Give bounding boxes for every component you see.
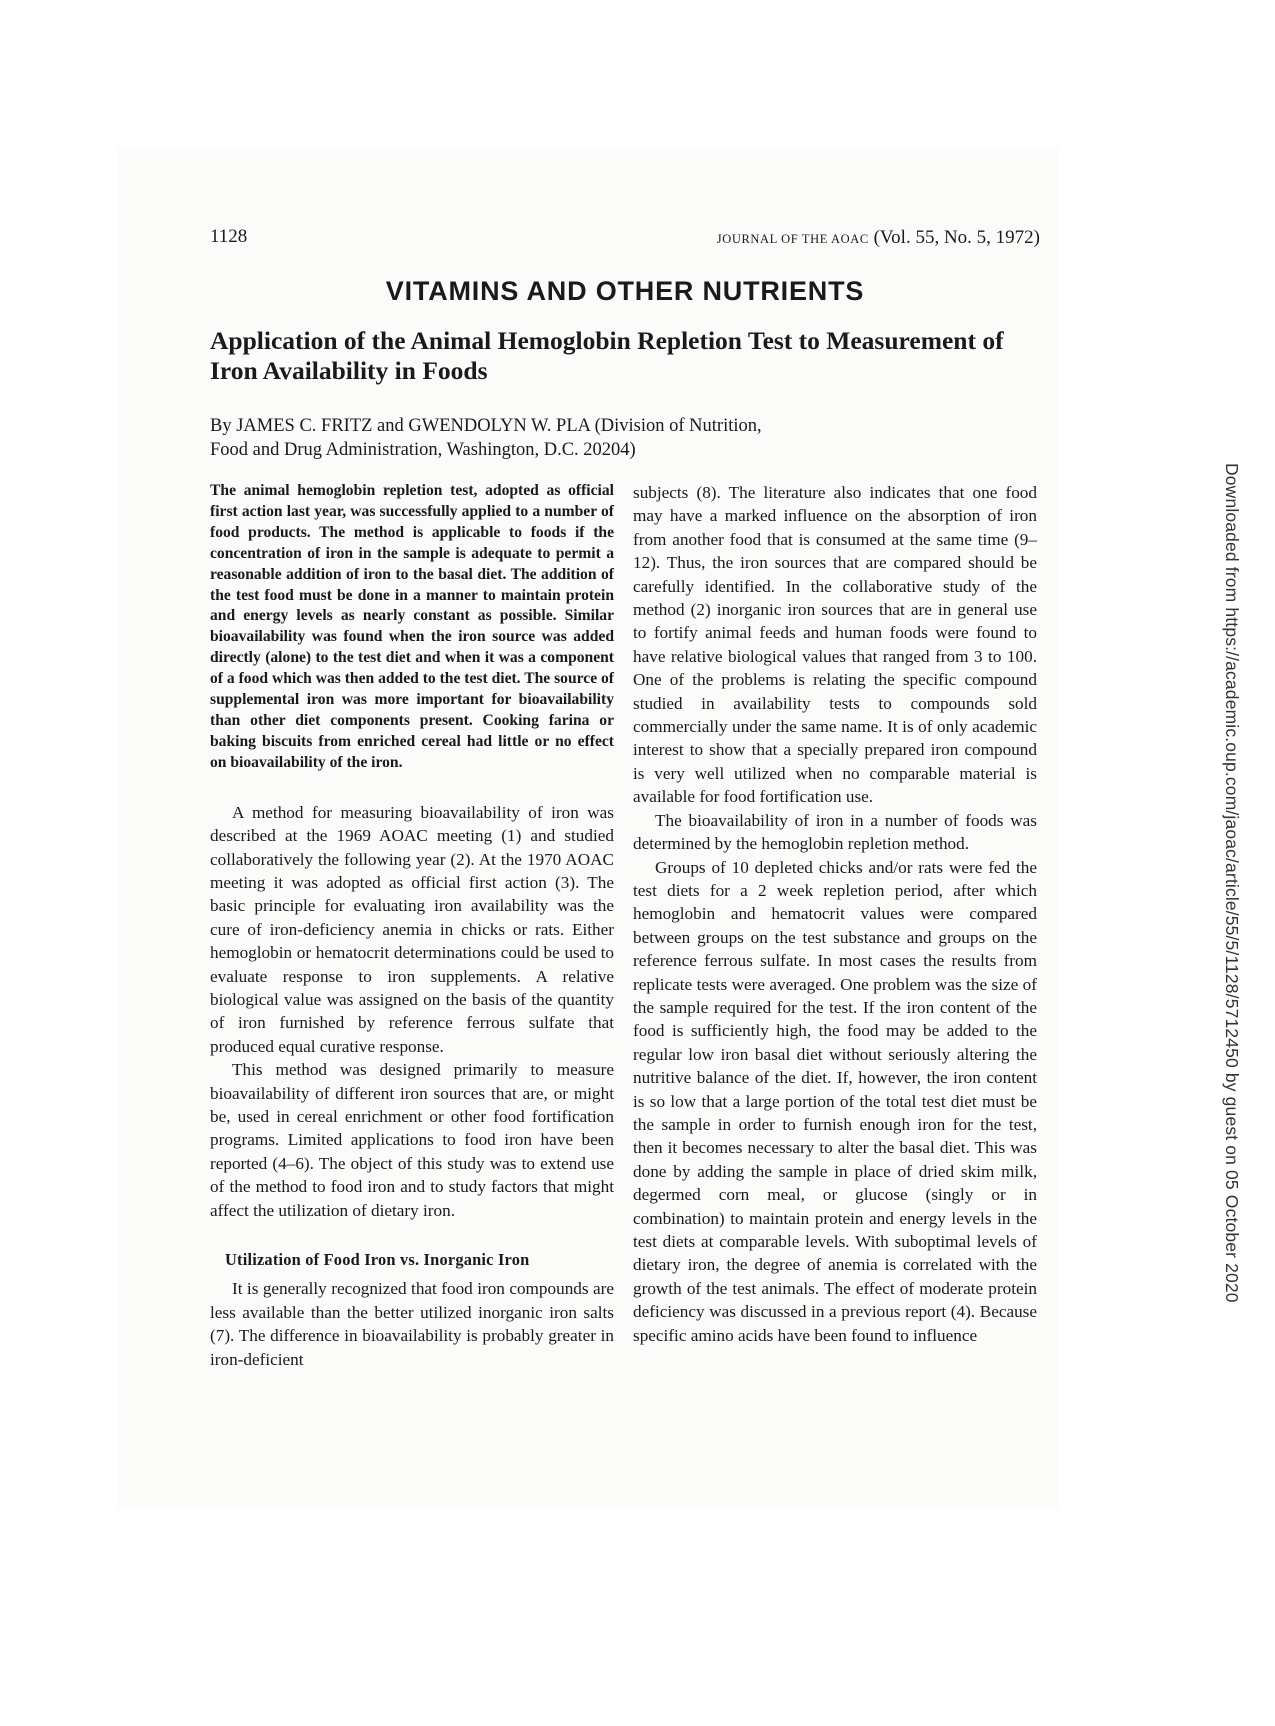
download-watermark: Downloaded from https://academic.oup.com/jaoac/article/55/5/1128/5712450 by guest on 05 October 2020: [1222, 463, 1242, 1303]
article-title: Application of the Animal Hemoglobin Repletion Test to Measurement of Iron Availability in Foods: [210, 326, 1004, 385]
byline-affiliation: Food and Drug Administration, Washington, D.C. 20204): [210, 440, 636, 460]
right-paragraph-3: Groups of 10 depleted chicks and/or rats were fed the test diets for a 2 week repletion period, after which hemoglobin and hematocrit values were compared between groups on the test substance and groups on the reference ferrous sulfate. In most cases the results from replicate tests were averaged. One problem was the size of the sample required for the test. If the iron content of the food is sufficiently high, the food may be added to the regular low iron basal diet without seriously altering the nutritive balance of the diet. If, however, the iron content is so low that a large portion of the total test diet must be the sample in order to furnish enough iron for the test, then it becomes necessary to alter the basal diet. This was done by adding the sample in place of dried skim milk, degermed corn meal, or glucose (singly or in combination) to maintain protein and energy levels in the test diets at comparable levels. With suboptimal levels of dietary iron, the degree of anemia is correlated with the growth of the test animals. The effect of moderate protein deficiency was discussed in a previous report (4). Because specific amino acids have been found to influence: [633, 857, 1037, 1345]
volume-info: (Vol. 55, No. 5, 1972): [873, 227, 1040, 248]
left-paragraph-3: It is generally recognized that food iron compounds are less available than the better utilized inorganic iron salts (7). The difference in bioavailability is probably greater in iron-deficient: [210, 1279, 614, 1369]
running-head: [717, 227, 1040, 249]
left-column: [210, 481, 614, 1371]
subsection-heading: Utilization of Food Iron vs. Inorganic Iron: [225, 1250, 530, 1269]
left-paragraph-2: This method was designed primarily to measure bioavailability of different iron sources that are, or might be, used in cereal enrichment or other food fortification programs. Limited applications to food iron have been reported (4–6). The object of this study was to extend use of the method to food iron and to study factors that might affect the utilization of dietary iron.: [210, 1060, 614, 1220]
section-heading: VITAMINS AND OTHER NUTRIENTS: [385, 276, 865, 306]
page-number: 1128: [210, 226, 248, 247]
right-paragraph-2: The bioavailability of iron in a number of foods was determined by the hemoglobin repletion method.: [633, 810, 1037, 854]
right-column: [633, 481, 1037, 1347]
right-paragraph-1: subjects (8). The literature also indicates that one food may have a marked influence on the absorption of iron from another food that is consumed at the same time (9–12). Thus, the iron sources that are compared should be carefully identified. In the collaborative study of the method (2) inorganic iron sources that are in general use to fortify animal feeds and human foods were found to have relative biological values that ranged from 3 to 100. One of the problems is relating the specific compound studied in availability tests to compounds sold commercially under the same name. It is of only academic interest to show that a specially prepared iron compound is very well utilized when no comparable material is available for food fortification use.: [633, 483, 1037, 807]
abstract: The animal hemoglobin repletion test, adopted as official first action last year, was successfully applied to a number of food products. The method is applicable to foods if the concentration of iron in the sample is adequate to permit a reasonable addition of iron to the basal diet. The addition of the test food must be done in a manner to maintain protein and energy levels as nearly constant as possible. Similar bioavailability was found when the iron source was added directly (alone) to the test diet and when it was a component of a food which was then added to the test diet. The source of supplemental iron was more important for bioavailability than other diet components present. Cooking farina or baking biscuits from enriched cereal had little or no effect on bioavailability of the iron.: [210, 482, 614, 771]
byline-authors: By JAMES C. FRITZ and GWENDOLYN W. PLA (Division of Nutrition,: [210, 416, 762, 436]
left-paragraph-1: A method for measuring bioavailability of iron was described at the 1969 AOAC meeting (1) and studied collaboratively the following year (2). At the 1970 AOAC meeting it was adopted as official first action (3). The basic principle for evaluating iron availability was the cure of iron-deficiency anemia in chicks or rats. Either hemoglobin or hematocrit determinations could be used to evaluate response to iron supplements. A relative biological value was assigned on the basis of the quantity of iron furnished by reference ferrous sulfate that produced equal curative response.: [210, 802, 614, 1056]
byline: [210, 414, 1050, 462]
journal-name: JOURNAL OF THE AOAC: [716, 232, 869, 246]
